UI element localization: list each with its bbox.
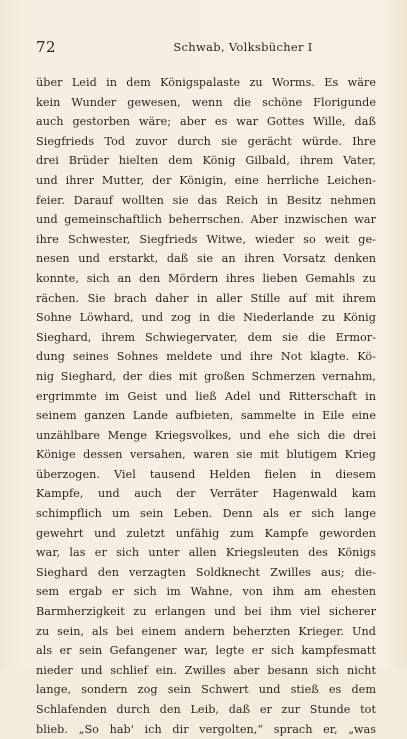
text-line: Sieghard den verzagten Soldknecht Zwilles aus; die- bbox=[36, 565, 376, 579]
text-line: kein Wunder gewesen, wenn die schöne Florigunde bbox=[36, 95, 376, 109]
page-number: 72 bbox=[36, 38, 57, 56]
text-line: gewehrt und zuletzt unfähig zum Kampfe geworden bbox=[36, 526, 376, 540]
text-line: Siegfrieds Tod zuvor durch sie gerächt würde. Ihre bbox=[36, 134, 376, 148]
text-line: blieb. „So hab' ich dir vergolten,“ sprach er, „was bbox=[36, 722, 376, 736]
text-line: Sieghard, ihrem Schwiegervater, dem sie die Ermor- bbox=[36, 330, 376, 344]
text-line: ergrimmte im Geist und ließ Adel und Ritterschaft in bbox=[36, 389, 376, 403]
text-line: schimpflich um sein Leben. Denn als er sich lange bbox=[36, 507, 376, 521]
text-line: unzählbare Menge Kriegsvolkes, und ehe sich die drei bbox=[36, 428, 376, 442]
text-line: Könige dessen versahen, waren sie mit blutigem Krieg bbox=[36, 448, 376, 462]
text-line: feier. Darauf wollten sie das Reich in Besitz nehmen bbox=[36, 193, 376, 207]
text-line: und gemeinschaftlich beherrschen. Aber inzwischen war bbox=[36, 213, 376, 227]
text-line: ihre Schwester, Siegfrieds Witwe, wieder so weit ge- bbox=[36, 232, 376, 246]
text-line: überzogen. Viel tausend Helden fielen in diesem bbox=[36, 467, 376, 481]
text-line: rächen. Sie brach daher in aller Stille auf mit ihrem bbox=[36, 291, 376, 305]
text-line: auch gestorben wäre; aber es war Gottes Wille, daß bbox=[36, 115, 376, 129]
text-line: konnte, sich an den Mördern ihres lieben Gemahls zu bbox=[36, 271, 376, 285]
text-line: Barmherzigkeit zu erlangen und bei ihm viel sicherer bbox=[36, 605, 376, 619]
text-line: und ihrer Mutter, der Königin, eine herrliche Leichen- bbox=[36, 173, 376, 187]
body-text bbox=[36, 73, 376, 739]
text-line: sem ergab er sich im Wahne, von ihm am ehesten bbox=[36, 585, 376, 599]
text-line: nesen und erstarkt, daß sie an ihren Vorsatz denken bbox=[36, 252, 376, 266]
text-line: seinem ganzen Lande aufbieten, sammelte in Eile eine bbox=[36, 409, 376, 423]
text-line: war, las er sich unter allen Kriegsleuten des Königs bbox=[36, 546, 376, 560]
text-line: zu sein, als bei einem andern beherzten Krieger. Und bbox=[36, 624, 376, 638]
text-line: nieder und schlief ein. Zwilles aber besann sich nicht bbox=[36, 663, 376, 677]
text-line: als er sein Gefangener war, legte er sich kampfesmatt bbox=[36, 644, 376, 658]
text-line: Schlafenden durch den Leib, daß er zur Stunde tot bbox=[36, 703, 376, 716]
running-title: Schwab, Volksbücher I bbox=[173, 40, 313, 54]
text-line: dung seines Sohnes meldete und ihre Not klagte. Kö- bbox=[36, 350, 376, 364]
text-line: lange, sondern zog sein Schwert und stieß es dem bbox=[36, 683, 376, 697]
text-line: nig Sieghard, der dies mit großen Schmerzen vernahm, bbox=[36, 369, 376, 383]
text-line: drei Brüder hielten dem König Gilbald, ihrem Vater, bbox=[36, 154, 376, 168]
text-line: über Leid in dem Königspalaste zu Worms. Es wäre bbox=[36, 76, 376, 89]
text-line: Sohne Löwhard, und zog in die Niederlande zu König bbox=[36, 311, 376, 325]
running-head bbox=[36, 38, 376, 58]
text-line: Kampfe, und auch der Verräter Hagenwald kam bbox=[36, 487, 376, 501]
